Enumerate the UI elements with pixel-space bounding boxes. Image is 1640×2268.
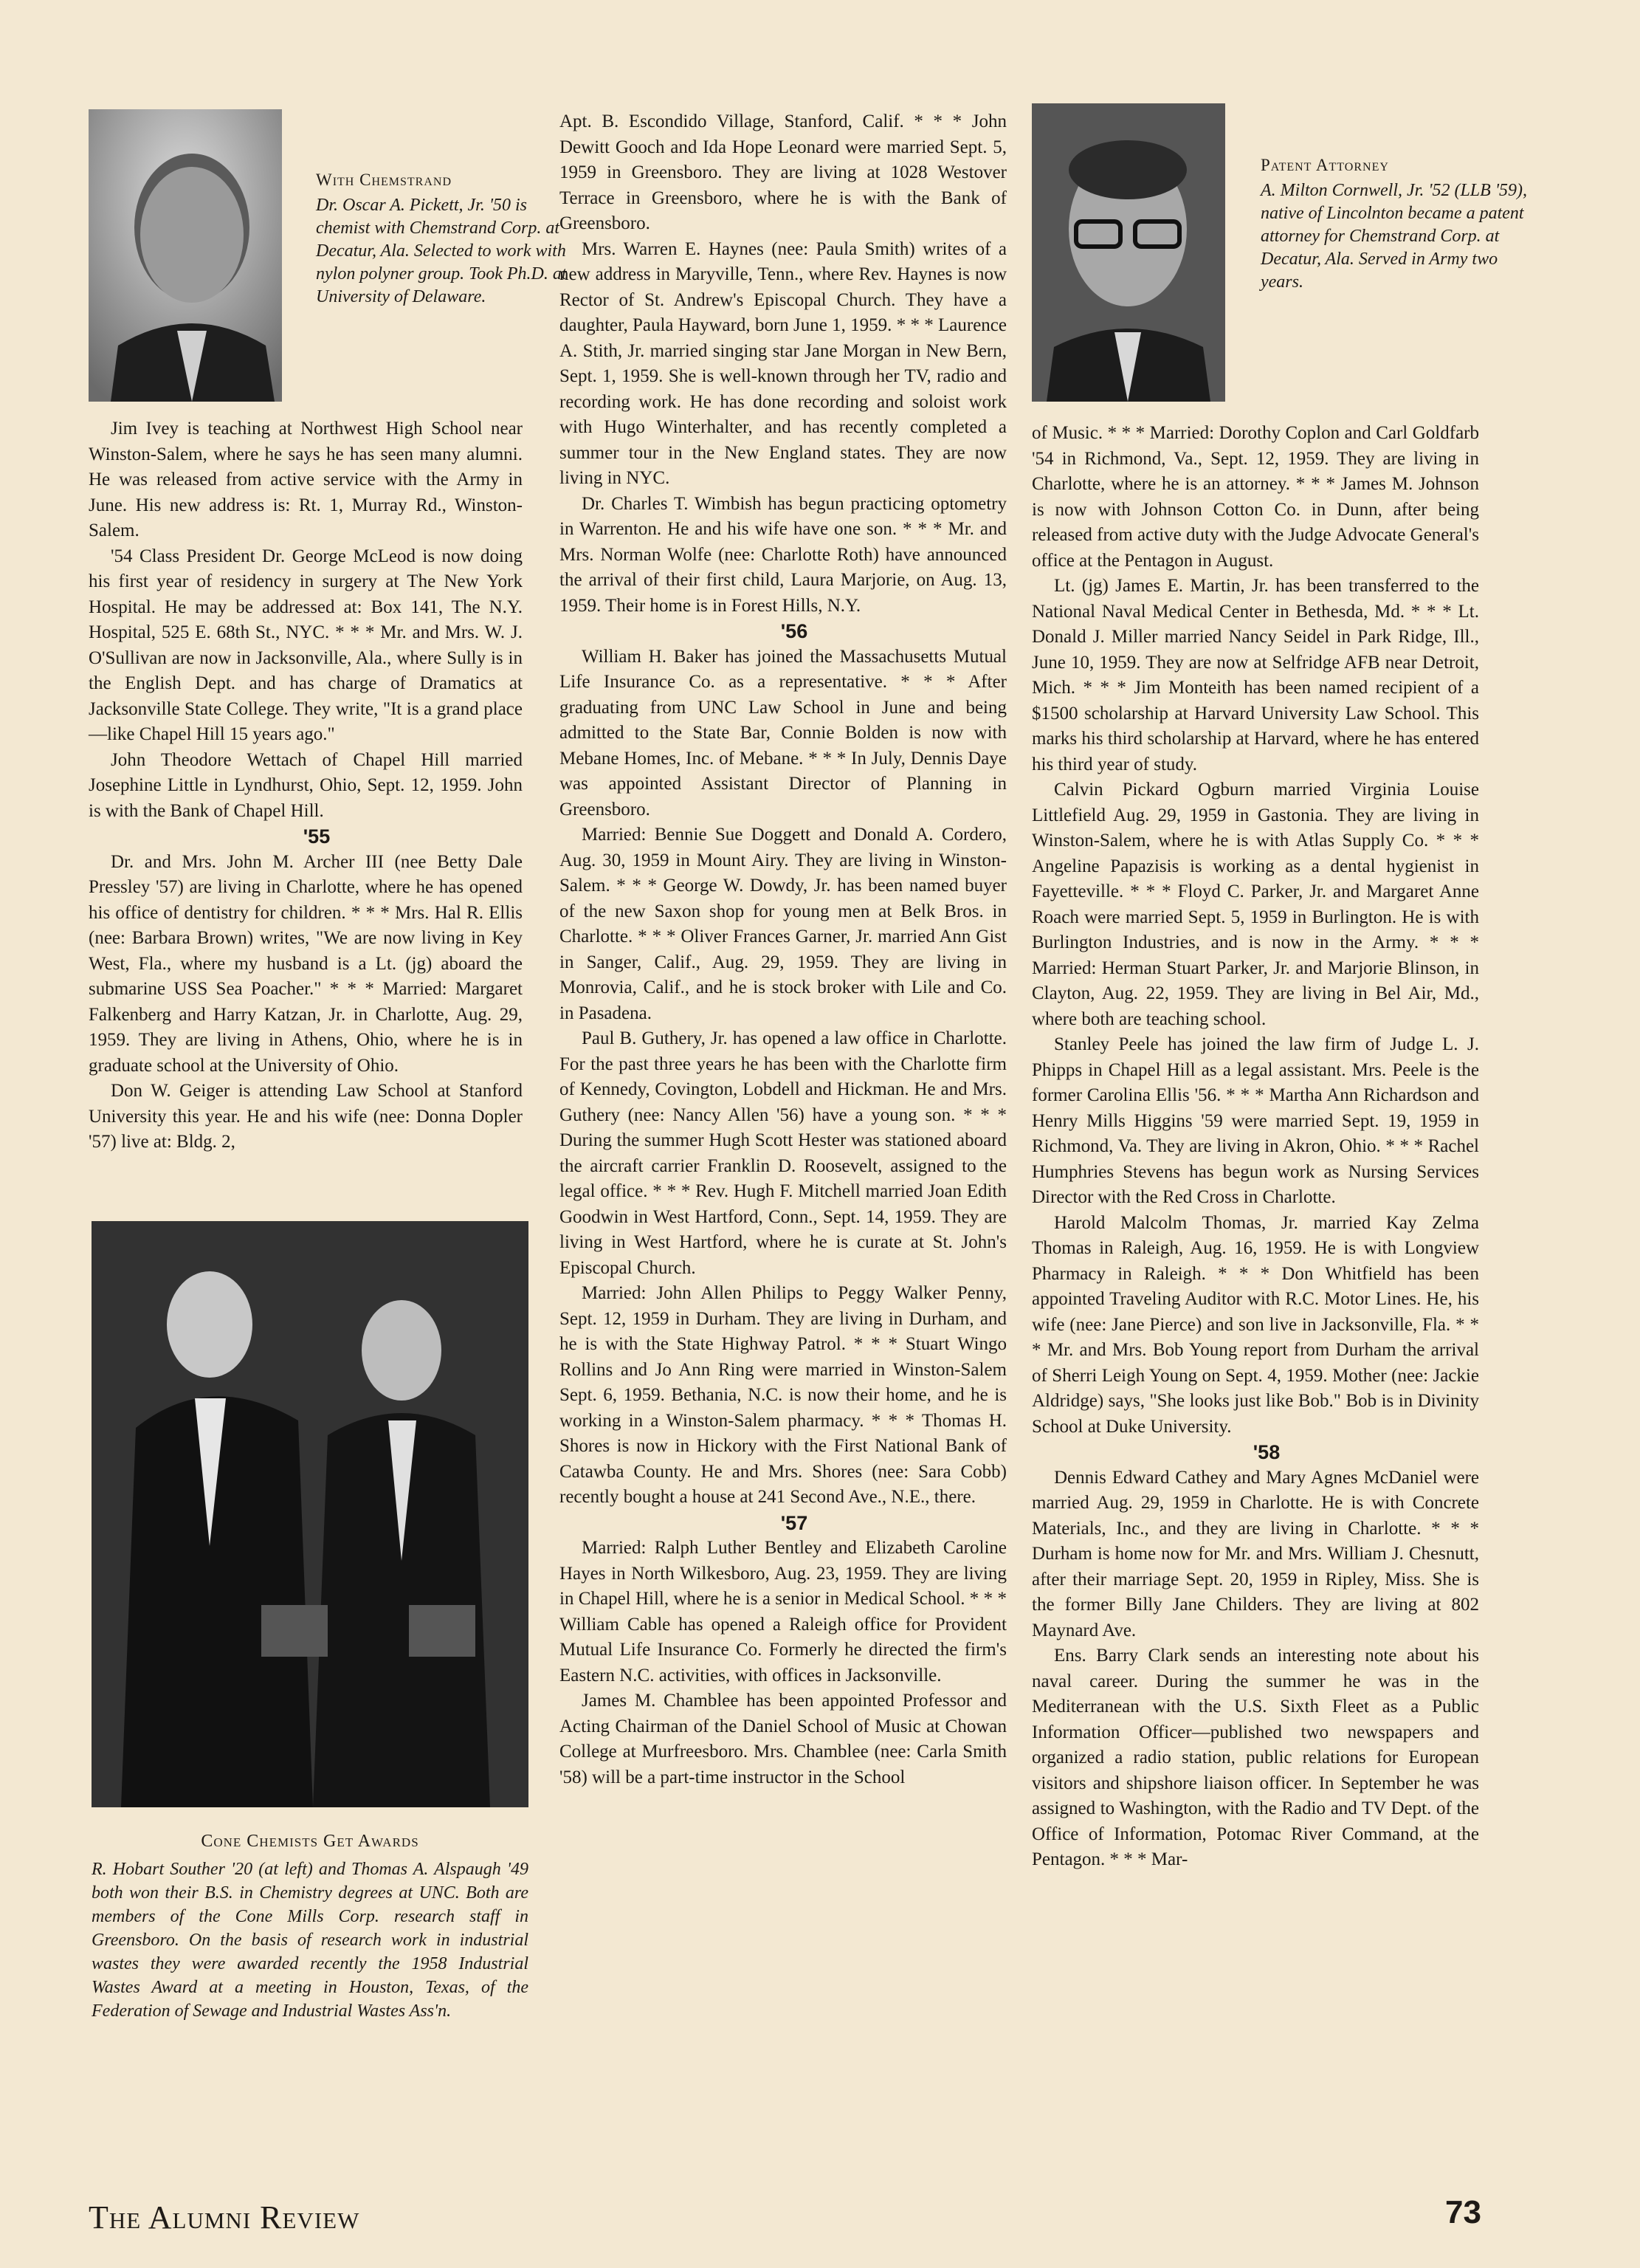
column-2 [559,109,1007,1790]
portrait-image [89,109,282,402]
paragraph: Calvin Pickard Ogburn married Virginia Louise Littlefield Aug. 29, 1959 in Gastonia. They are living in Winston-Salem, where he is with Atlas Supply Co. * * * Angeline Papazisis is working as a dental hygienist in Fayetteville. * * * Floyd C. Parker, Jr. and Margaret Anne Roach were married Sept. 5, 1959 in Burlington. He is with Burlington Industries, and is now in the Army. * * * Married: Herman Stuart Parker, Jr. and Marjorie Blinson, in Clayton, Aug. 22, 1959. They are living in Bel Air, Md., where both are teaching school. [1032,780,1479,1029]
caption-head: Cone Chemists Get Awards [201,1832,419,1851]
portrait-image [1032,103,1225,402]
paragraph: Mrs. Warren E. Haynes (nee: Paula Smith) writes of a new address in Maryville, Tenn., where Rev. Haynes is now Rector of St. Andrew's Episcopal Church. They have a daughter, Paula Hayward, born June 1, 1959. * * * Laurence A. Stith, Jr. married singing star Jane Morgan in New Bern, Sept. 1, 1959. She is well-known through her TV, radio and recording work. He has done recording and soloist work with Hugo Winterhalter, and has recently completed a summer tour in the New England states. They are now living in NYC. [559,238,1007,488]
class-year-heading-55: '55 [303,825,331,848]
paragraph: John Theodore Wettach of Chapel Hill married Josephine Little in Lyndhurst, Ohio, Sept. 12, 1959. John is with the Bank of Chapel Hill. [89,749,523,821]
paragraph: Stanley Peele has joined the law firm of Judge L. J. Phipps in Chapel Hill as a legal assistant. Mrs. Peele is the former Carolina Ellis '56. * * * Martha Ann Richardson and Henry Mills Higgins '59 were married Sept. 19, 1959 in Richmond, Va. They are living in Akron, Ohio. * * * Rachel Humphries Stevens has begun work as Nursing Services Director with the Red Cross in Charlotte. [1032,1034,1479,1207]
column-3 [1032,421,1479,1873]
paragraph: Lt. (jg) James E. Martin, Jr. has been transferred to the National Naval Medical Center in Bethesda, Md. * * * Lt. Donald J. Miller married Nancy Seidel in Park Ridge, Ill., June 10, 1959. They are now at Selfridge AFB near Detroit, Mich. * * * Jim Monteith has been named recipient of a $1500 scholarship at Harvard University Law School. This marks his third scholarship at Harvard, where he has entered his third year of study. [1032,576,1479,774]
class-year-heading-58: '58 [1253,1441,1281,1463]
paragraph: of Music. * * * Married: Dorothy Coplon and Carl Goldfarb '54 in Richmond, Va., Sept. 12, 1959. They are living in Charlotte, where he is an attorney. * * * James M. Johnson is now with Johnson Cotton Co. in Dunn, after being released from active duty with the Judge Advocate General's office at the Pentagon in August. [1032,423,1479,571]
paragraph: Married: Bennie Sue Doggett and Donald A. Cordero, Aug. 30, 1959 in Mount Airy. They are living in Winston-Salem. * * * George W. Dowdy, Jr. has been named buyer of the new Saxon shop for young men at Belk Bros. in Charlotte. * * * Oliver Frances Garner, Jr. married Ann Gist in Sanger, Calif., Aug. 29, 1959. They are living in Monrovia, Calif., and he is stock broker with Lile and Co. in Pasadena. [559,825,1007,1023]
paragraph: Married: Ralph Luther Bentley and Elizabeth Caroline Hayes in North Wilkesboro, Aug. 23, 1959. They are living in Chapel Hill, where he is a senior in Medical School. * * * William Cable has opened a Raleigh office for Provident Mutual Life Insurance Co. Formerly he directed the firm's Eastern N.C. activities, with offices in Jacksonville. [559,1538,1007,1685]
paragraph: Married: John Allen Philips to Peggy Walker Penny, Sept. 12, 1959 in Durham. They are living in Durham, and he is with the State Highway Patrol. * * * Stuart Wingo Rollins and Jo Ann Ring were married in Winston-Salem Sept. 6, 1959. Bethania, N.C. is now their home, and he is working in a Winston-Salem pharmacy. * * * Thomas H. Shores is now in Hickory with the First National Bank of Catawba County. He and Mrs. Shores (nee: Sara Cobb) recently bought a house at 241 Second Ave., N.E., there. [559,1283,1007,1507]
caption-pickett [316,168,582,309]
paragraph: William H. Baker has joined the Massachusetts Mutual Life Insurance Co. as a representative. * * * After graduating from UNC Law School in June and being admitted to the State Bar, Connie Bolden is now with Mebane Homes, Inc. of Mebane. * * * In July, Dennis Daye was appointed Assistant Director of Planning in Greensboro. [559,646,1007,819]
caption-head: Patent Attorney [1261,156,1389,174]
caption-head: With Chemstrand [316,171,452,189]
portrait-photo-cornwell [1032,103,1225,402]
paragraph: James M. Chamblee has been appointed Professor and Acting Chairman of the Daniel School of Music at Chowan College at Murfreesboro. Mrs. Chamblee (nee: Carla Smith '58) will be a part-time instructor in the School [559,1691,1007,1787]
caption-award [92,1829,528,2023]
class-year-heading-56: '56 [780,620,808,642]
paragraph: Ens. Barry Clark sends an interesting note about his naval career. During the summer he was in the Mediterranean with the U.S. Sixth Fleet as a Public Information Officer—published two newspapers and organized a radio station, public relations for European visitors and shipshore liaison officer. In September he was assigned to Washington, with the Radio and TV Dept. of the Office of Information, Potomac River Command, at the Pentagon. * * * Mar- [1032,1646,1479,1869]
caption-body: R. Hobart Souther '20 (at left) and Thomas A. Alspaugh '49 both won their B.S. in Chemistry degrees at UNC. Both are members of the Cone Mills Corp. research staff in Greensboro. On the basis of research work in industrial wastes they were awarded recently the 1958 Industrial Wastes Award at a meeting in Houston, Texas, of the Federation of Sewage and Industrial Wastes Ass'n. [92,1860,528,2021]
caption-body: Dr. Oscar A. Pickett, Jr. '50 is chemist with Chemstrand Corp. at Decatur, Ala. Selected to work with nylon polyner group. Took Ph.D. at University of Delaware. [316,196,567,306]
paragraph: Dr. and Mrs. John M. Archer III (nee Betty Dale Pressley '57) are living in Charlotte, where he has opened his office of dentistry for children. * * * Mrs. Hal R. Ellis (nee: Barbara Brown) writes, "We are now living in Key West, Fla., where my husband is a Lt. (jg) aboard the submarine USS Sea Poacher." * * * Married: Margaret Falkenberg and Harry Katzan, Jr. in Charlotte, Aug. 29, 1959. They are living in Athens, Ohio, where he is in graduate school at the University of Ohio. [89,851,523,1076]
paragraph: Jim Ivey is teaching at Northwest High School near Winston-Salem, where he says he has seen many alumni. He was released from active service with the Army in June. His new address is: Rt. 1, Murray Rd., Winston-Salem. [89,419,523,540]
paragraph: Harold Malcolm Thomas, Jr. married Kay Zelma Thomas in Raleigh, Aug. 16, 1959. He is with Longview Pharmacy in Raleigh. * * * Don Whitfield has been appointed Traveling Auditor with R.C. Motor Lines. He, his wife (nee: Jane Pierce) and son live in Jacksonville, Fla. * * * Mr. and Mrs. Bob Young report from Durham the arrival of Sherri Leigh Young on Sept. 4, 1959. Mother (nee: Jackie Aldridge) says, "She looks just like Bob." Bob is in Divinity School at Duke University. [1032,1212,1479,1437]
paragraph: Dr. Charles T. Wimbish has begun practicing optometry in Warrenton. He and his wife have one son. * * * Mr. and Mrs. Norman Wolfe (nee: Charlotte Roth) have announced the arrival of their first child, Laura Marjorie, on Aug. 13, 1959. Their home is in Forest Hills, N.Y. [559,493,1007,616]
portrait-photo-pickett [89,109,282,402]
paragraph: Dennis Edward Cathey and Mary Agnes McDaniel were married Aug. 29, 1959 in Charlotte. He is with Concrete Materials, Inc., and they are living in Charlotte. * * * Durham is home now for Mr. and Mrs. William J. Chesnutt, after their marriage Sept. 20, 1959 in Ripley, Miss. She is the former Billy Jane Childers. They are living at 802 Maynard Ave. [1032,1467,1479,1640]
page-number: 73 [1445,2194,1481,2230]
paragraph: '54 Class President Dr. George McLeod is now doing his first year of residency in surgery at The New York Hospital. He may be addressed at: Box 141, The N.Y. Hospital, 525 E. 68th St., NYC. * * * Mr. and Mrs. W. J. O'Sullivan are now in Jacksonville, Ala., where Sully is in the English Dept. and has charge of Dramatics at Jacksonville State College. They write, "It is a grand place —like Chapel Hill 15 years ago." [89,546,523,744]
award-photo-image [92,1221,528,1807]
paragraph: Apt. B. Escondido Village, Stanford, Calif. * * * John Dewitt Gooch and Ida Hope Leonard were married Sept. 5, 1959 in Greensboro. They are living at 1028 Westover Terrace in Greensboro, where he is with the Bank of Greensboro. [559,111,1007,233]
caption-body: A. Milton Cornwell, Jr. '52 (LLB '59), native of Lincolnton became a patent attorney for Chemstrand Corp. at Decatur, Ala. Served in Army two years. [1261,181,1527,292]
award-photo [92,1221,528,1807]
caption-cornwell [1261,154,1541,294]
class-year-heading-57: '57 [780,1511,808,1534]
paragraph: Don W. Geiger is attending Law School at Stanford University this year. He and his wife (nee: Donna Dopler '57) live at: Bldg. 2, [89,1081,523,1152]
column-1 [89,416,523,1155]
publication-title: The Alumni Review [89,2199,360,2236]
paragraph: Paul B. Guthery, Jr. has opened a law office in Charlotte. For the past three years he has been with the Charlotte firm of Kennedy, Covington, Lobdell and Hickman. He and Mrs. Guthery (nee: Nancy Allen '56) have a young son. * * * During the summer Hugh Scott Hester was stationed aboard the aircraft carrier Franklin D. Roosevelt, assigned to the legal office. * * * Rev. Hugh F. Mitchell married Joan Edith Goodwin in West Hartford, Conn., Sept. 14, 1959. They are living in West Hartford, where he is curate at St. John's Episcopal Church. [559,1028,1007,1278]
